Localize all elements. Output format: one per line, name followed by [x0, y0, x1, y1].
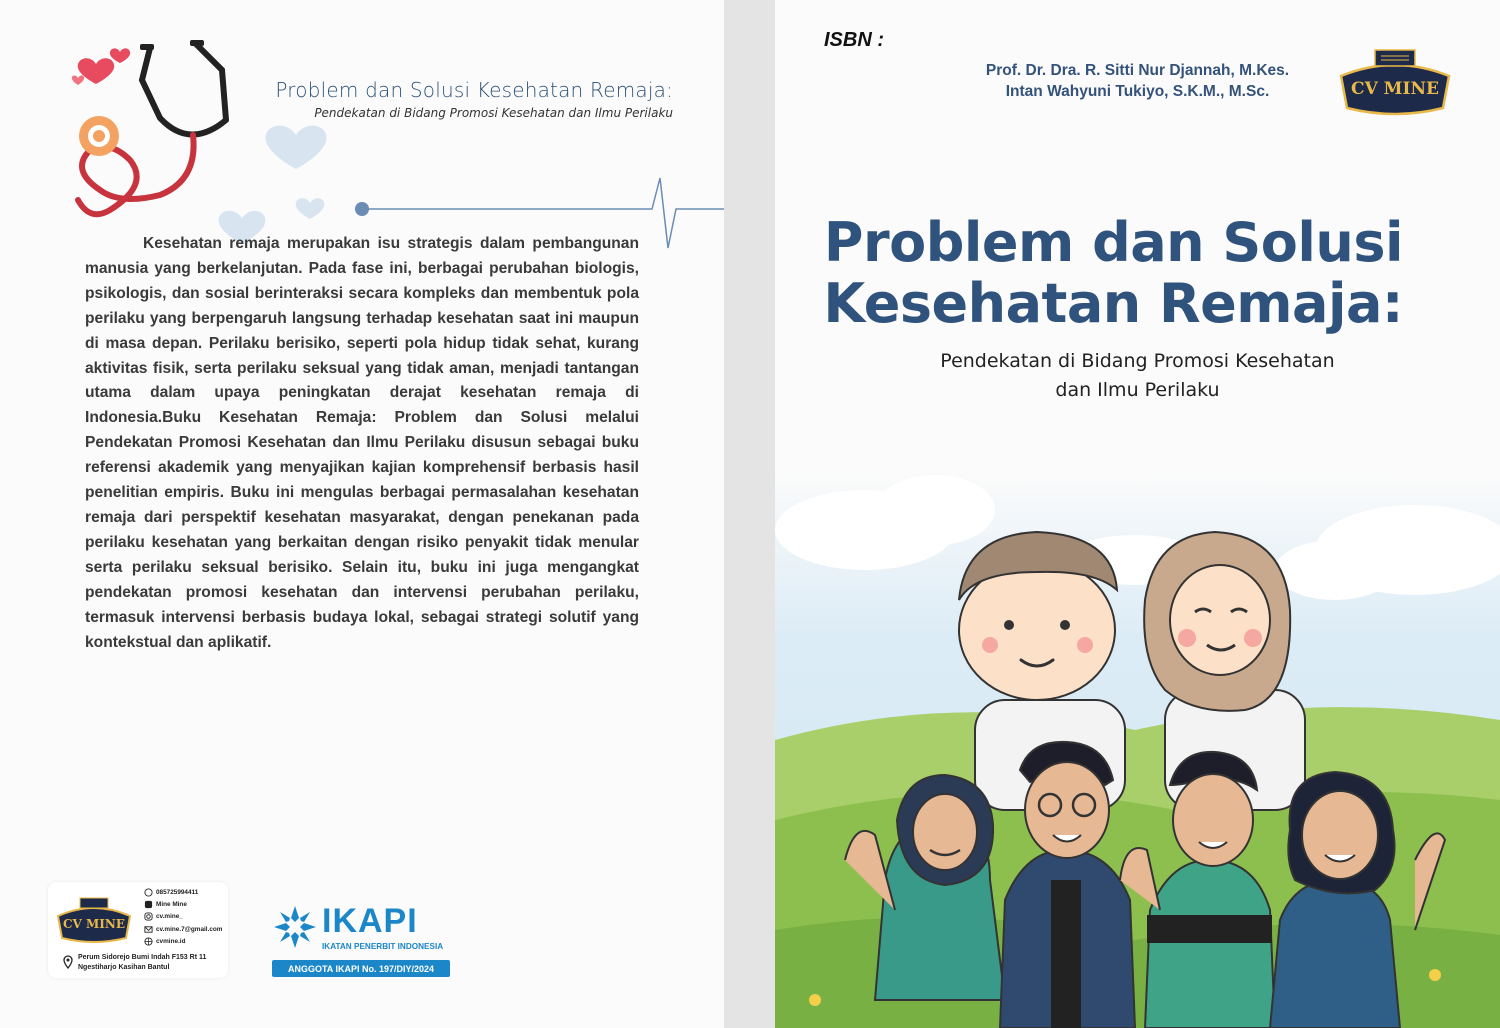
contact-facebook: Mine Mine	[144, 898, 223, 910]
ikapi-name: IKAPI	[322, 902, 418, 940]
front-cover	[775, 0, 1500, 1028]
book-subtitle: Pendekatan di Bidang Promosi Kesehatan dan Ilmu Perilaku	[940, 350, 1335, 401]
cv-mine-logo	[54, 894, 134, 944]
cv-mine-logo	[1337, 46, 1453, 118]
heart-icon	[110, 48, 130, 63]
heart-icon	[296, 198, 324, 219]
contact-list	[144, 886, 223, 948]
back-cover-subtitle: Pendekatan di Bidang Promosi Kesehatan dan Ilmu Perilaku	[314, 106, 673, 120]
contact-phone: 085725994411	[144, 886, 223, 898]
author-name: Intan Wahyuni Tukiyo, S.K.M., M.Sc.	[1005, 83, 1270, 100]
contact-email: cv.mine.7@gmail.com	[144, 923, 223, 935]
heart-icon	[72, 75, 84, 85]
back-cover-blurb: Kesehatan remaja merupakan isu strategis dalam pembangunan manusia yang berkelanjutan. Pada fase ini, berbagai perubahan biologis, psikologis, dan sosial berinteraksi secara kompleks dan membentuk pola perilaku yang berpengaruh langsung terhadap kesehatan saat ini maupun di masa depan. Perilaku berisiko, seperti pola hidup tidak sehat, kurang aktivitas fisik, serta perilaku seksual yang tidak aman, menjadi tantangan utama dalam upaya peningkatan derajat kesehatan remaja di Indonesia.Buku Kesehatan Remaja: Problem dan Solusi melalui Pendekatan Promosi Kesehatan dan Ilmu Perilaku disusun sebagai buku referensi akademik yang menyajikan kajian komprehensif berbasis hasil penelitian empiris. Buku ini mengulas berbagai permasalahan kesehatan remaja dari perspektif kesehatan masyarakat, dengan penekanan pada perilaku kesehatan yang berkaitan dengan risiko penyakit tidak menular serta perilaku seksual berisiko. Selain itu, buku ini juga mengangkat pendekatan promosi kesehatan dan intervensi perubahan perilaku, termasuk intervensi berbasis budaya lokal, sebagai strategi solutif yang kontekstual dan aplikatif.	[85, 235, 639, 651]
back-cover-title: Problem dan Solusi Kesehatan Remaja:	[275, 78, 673, 102]
heart-icon	[266, 126, 327, 169]
isbn-label: ISBN :	[824, 29, 884, 51]
instagram-icon	[144, 912, 153, 921]
stethoscope-hearts-illustration	[0, 0, 724, 270]
logo-text: CV MINE	[62, 917, 126, 931]
author-name: Prof. Dr. Dra. R. Sitti Nur Djannah, M.Kes.	[985, 62, 1290, 79]
whatsapp-icon	[144, 888, 153, 897]
contact-instagram: cv.mine_	[144, 911, 223, 923]
logo-text: CV MINE	[1351, 79, 1439, 99]
publisher-address: Perum Sidorejo Bumi Indah F153 Rt 11 Ngestiharjo Kasihan Bantul	[78, 954, 207, 971]
contact-website: cvmine.id	[144, 936, 223, 948]
globe-icon	[144, 937, 153, 946]
publisher-card	[48, 882, 228, 978]
facebook-icon	[144, 900, 153, 909]
ikapi-member-badge: ANGGOTA IKAPI No. 197/DIY/2024	[272, 960, 450, 977]
email-icon	[144, 925, 153, 934]
location-pin-icon	[63, 955, 73, 969]
author-list	[945, 60, 1330, 102]
family-health-illustration	[775, 440, 1500, 1028]
ikapi-emblem-icon	[272, 904, 318, 950]
book-title: Problem dan Solusi Kesehatan Remaja:	[823, 211, 1403, 335]
back-cover	[0, 0, 724, 1028]
ikapi-full-name: IKATAN PENERBIT INDONESIA	[322, 942, 444, 951]
